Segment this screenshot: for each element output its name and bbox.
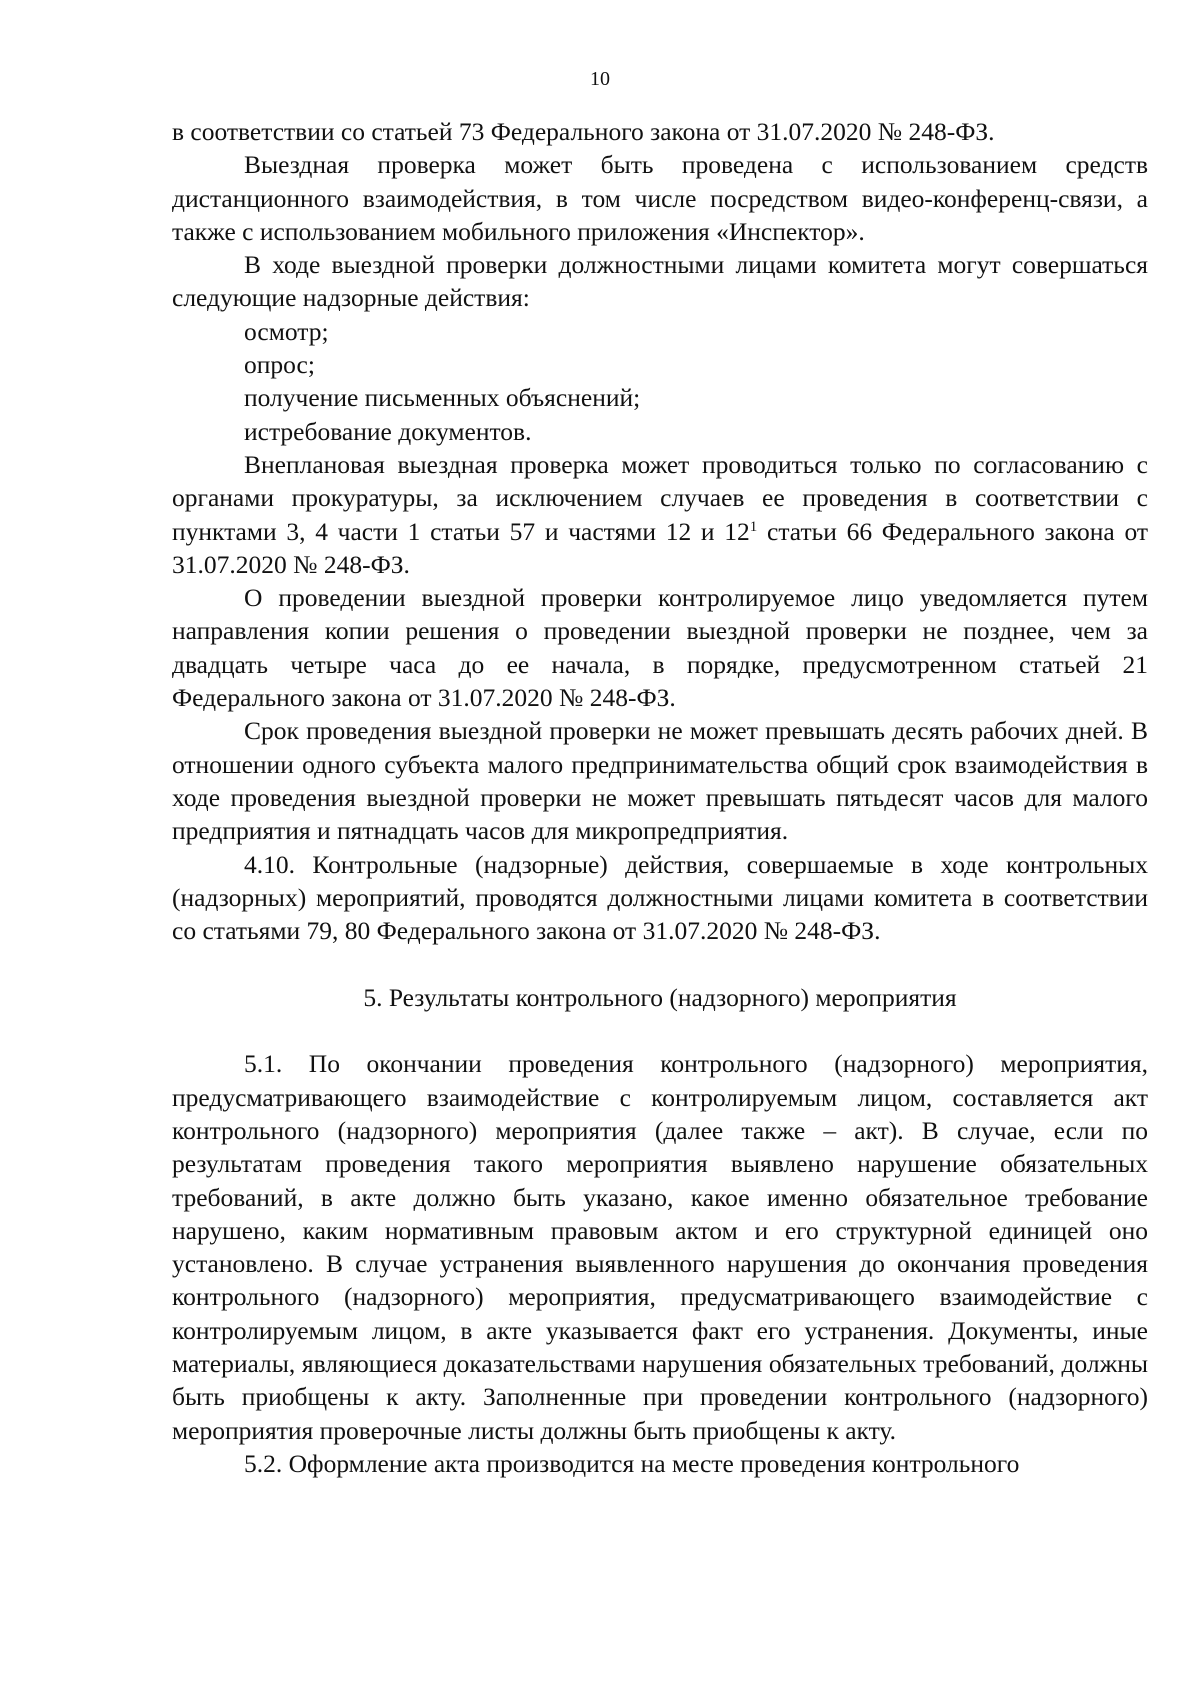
paragraph: Срок проведения выездной проверки не может превышать десять рабочих дней. В отношении одного субъекта малого предпринимательства общий срок взаимодействия в ходе проведения выездной проверки не может превышать пятьдесят часов для малого предприятия и пятнадцать часов для микропредприятия. xyxy=(172,716,1148,846)
section-heading: 5. Результаты контрольного (надзорного) мероприятия xyxy=(363,982,957,1012)
paragraph: В ходе выездной проверки должностными лицами комитета могут совершаться следующие надзорные действия: xyxy=(172,250,1148,313)
paragraph: 5.1. По окончании проведения контрольного (надзорного) мероприятия, предусматривающего взаимодействие с контролируемым лицом, составляется акт контрольного (надзорного) мероприятия (далее также – акт). В случае, если по результатам проведения такого мероприятия выявлено нарушение обязательных требований, в акте должно быть указано, какое именно обязательное требование нарушено, каким нормативным правовым актом и его структурной единицей оно установлено. В случае устранения выявленного нарушения до окончания проведения контрольного (надзорного) мероприятия, предусматривающего взаимодействие с контролируемым лицом, в акте указывается факт его устранения. Документы, иные материалы, являющиеся доказательствами нарушения обязательных требований, должны быть приобщены к акту. Заполненные при проведении контрольного (надзорного) мероприятия проверочные листы должны быть приобщены к акту. xyxy=(172,1049,1148,1445)
page-number: 10 xyxy=(590,68,610,90)
superscript: 1 xyxy=(749,518,758,535)
list-item: опрос; xyxy=(244,350,315,380)
document-body xyxy=(172,115,1148,1480)
paragraph: 4.10. Контрольные (надзорные) действия, совершаемые в ходе контрольных (надзорных) мероприятий, проводятся должностными лицами комитета в соответствии со статьями 79, 80 Федерального закона от 31.07.2020 № 248-ФЗ. xyxy=(172,849,1148,946)
paragraph: в соответствии со статьей 73 Федерального закона от 31.07.2020 № 248-ФЗ. xyxy=(172,117,995,146)
list-item: получение письменных объяснений; xyxy=(244,383,641,413)
paragraph: Выездная проверка может быть проведена с использованием средств дистанционного взаимодействия, в том числе посредством видео-конференц-связи, а также с использованием мобильного приложения «Инспектор». xyxy=(172,150,1148,246)
paragraph-text: статьи 66 Федерального закона от 31.07.2020 № 248-ФЗ. xyxy=(172,516,1149,579)
paragraph xyxy=(172,448,1148,581)
list-item: истребование документов. xyxy=(244,416,532,446)
paragraph: 5.2. Оформление акта производится на месте проведения контрольного xyxy=(244,1448,1020,1478)
list-item: осмотр; xyxy=(244,316,329,346)
paragraph-text: Внеплановая выездная проверка может проводиться только по согласованию с органами прокуратуры, за исключением случаев ее проведения в соответствии с пунктами 3, 4 части 1 статьи 57 и частями 12 и 12 xyxy=(172,449,1148,546)
paragraph: О проведении выездной проверки контролируемое лицо уведомляется путем направления копии решения о проведении выездной проверки не позднее, чем за двадцать четыре часа до ее начала, в порядке, предусмотренном статьей 21 Федерального закона от 31.07.2020 № 248-ФЗ. xyxy=(172,583,1148,713)
